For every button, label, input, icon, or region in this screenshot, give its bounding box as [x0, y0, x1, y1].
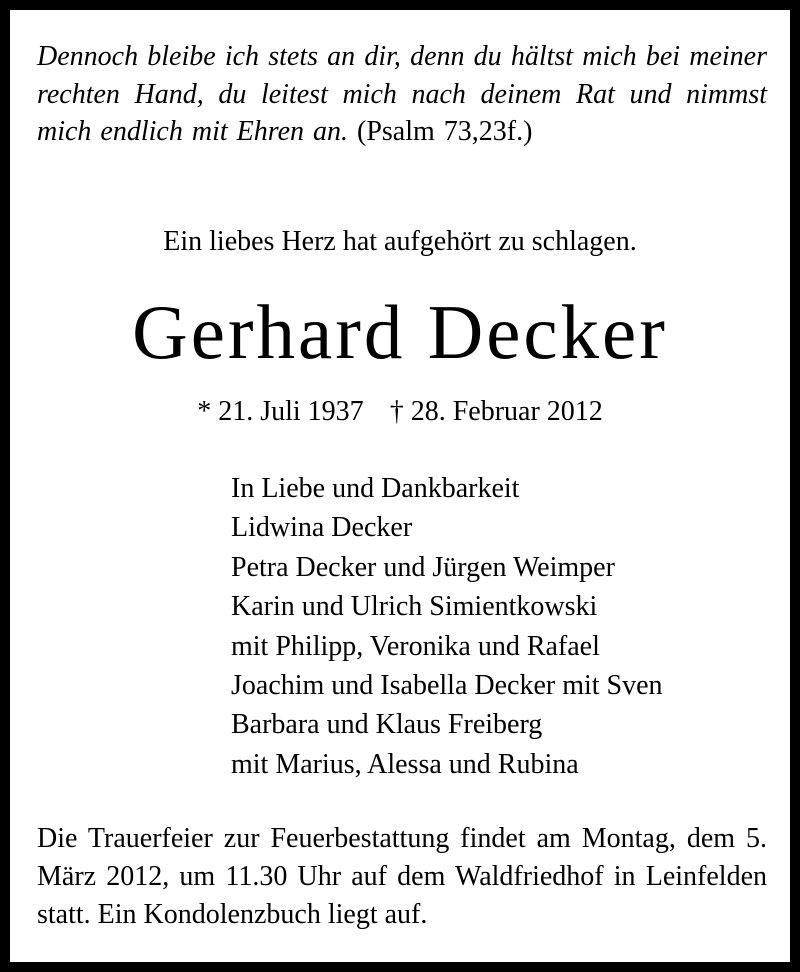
mourner-line: Petra Decker und Jürgen Weimper [231, 551, 615, 583]
life-dates [0, 394, 800, 430]
birth-date: * 21. Juli 1937 [197, 396, 364, 427]
intro-line: Ein liebes Herz hat aufgehört zu schlagen. [163, 226, 637, 257]
mourner-line: Lidwina Decker [231, 512, 413, 544]
death-date: † 28. Februar 2012 [389, 396, 603, 427]
mourner-line: mit Marius, Alessa und Rubina [231, 748, 579, 780]
mourner-line: Karin und Ulrich Simientkowski [231, 591, 598, 623]
funeral-info: Die Trauerfeier zur Feuerbestattung findet am Montag, dem 5. März 2012, um 11.30 Uhr auf dem Waldfriedhof in Leinfelden statt. Ein Kondolenzbuch liegt auf. [37, 823, 767, 930]
mourner-line: Barbara und Klaus Freiberg [231, 709, 543, 741]
mourners-list [231, 469, 663, 784]
bible-verse [37, 38, 767, 151]
mourner-line: mit Philipp, Veronika und Rafael [231, 630, 600, 662]
verse-reference: (Psalm 73,23f.) [357, 116, 533, 147]
verse-text: Dennoch bleibe ich stets an dir, denn du hältst mich bei meiner rechten Hand, du leitest mich nach deinem Rat und nimmst mich endlich mit Ehren an. [37, 41, 767, 147]
mourner-line: In Liebe und Dankbarkeit [231, 473, 520, 504]
mourner-line: Joachim und Isabella Decker mit Sven [231, 670, 663, 702]
deceased-name: Gerhard Decker [132, 289, 668, 375]
